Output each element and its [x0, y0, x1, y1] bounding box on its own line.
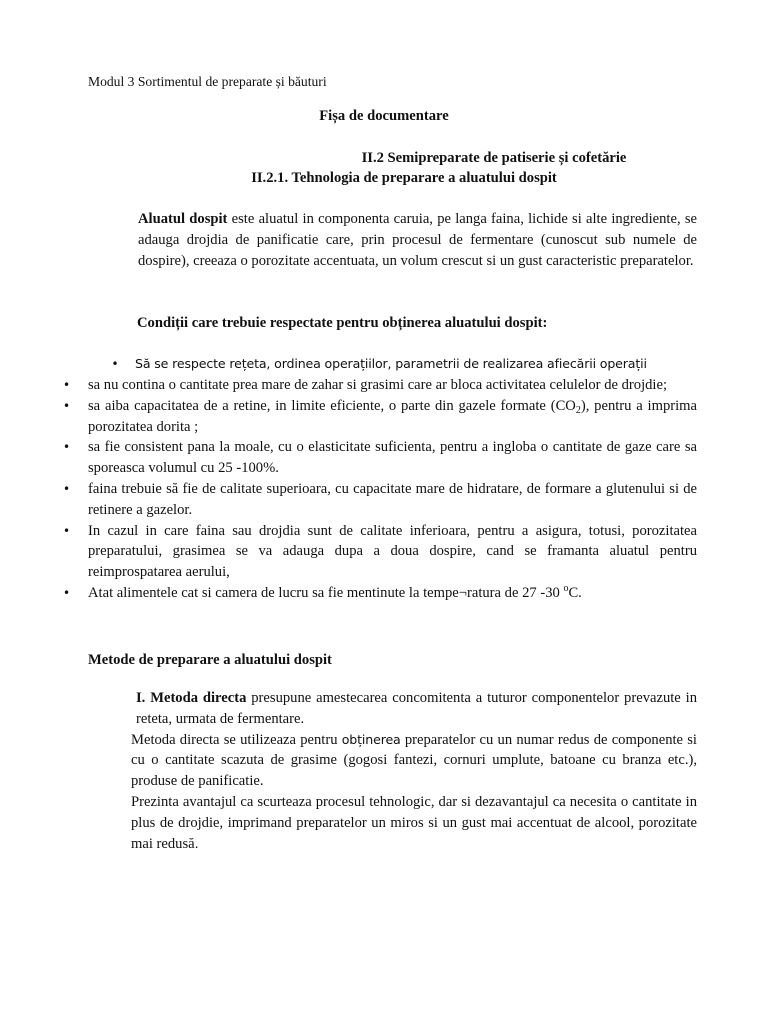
bullet-icon: •	[63, 481, 71, 496]
condition-text: sa aiba capacitatea de a retine, in limite eficiente, o parte din gazele formate (CO	[88, 397, 576, 414]
methods-heading: Metode de preparare a aluatului dospit	[88, 652, 332, 668]
bullet-icon: •	[63, 398, 71, 413]
paragraph-text-sans: .	[194, 835, 199, 851]
condition-item	[63, 396, 697, 438]
condition-item	[63, 375, 697, 396]
bullet-icon: •	[63, 523, 71, 538]
condition-text: In cazul in care faina sau drojdia sunt de calitate inferioara, pentru a asigura, totusi, porozitatea preparatului, grasimea se va adauga dupa a doua dospire, cand se framanta aluatul pentru reimprospatarea aerului,	[88, 522, 697, 581]
conditions-first-list	[111, 354, 705, 375]
conditions-heading: Condiții care trebuie respectate pentru obținerea aluatului dospit:	[137, 315, 548, 331]
section-title: II.2 Semipreparate de patiserie și cofetărie	[361, 150, 627, 166]
paragraph-text: redusă	[156, 835, 195, 852]
document-title: Fișa de documentare	[319, 108, 449, 124]
module-header: Modul 3 Sortimentul de preparate și băuturi	[88, 74, 327, 89]
bullet-icon: •	[63, 378, 71, 392]
methods-body	[88, 688, 697, 854]
degree-superscript: o	[563, 582, 569, 594]
intro-lead: Aluatul dospit	[138, 211, 228, 227]
condition-item	[111, 354, 705, 375]
condition-text: Să se respecte rețeta, ordinea operațiilor, parametrii de realizarea afiecării operații	[135, 356, 647, 371]
bullet-icon: •	[63, 585, 71, 600]
bullet-icon: •	[111, 357, 119, 371]
condition-text-end: ), pentru a imprima porozitatea dorita ;	[88, 397, 697, 435]
paragraph-text: Metoda directa se utilizeaza pentru	[131, 731, 342, 748]
condition-item	[63, 521, 697, 583]
intro-text: este aluatul in componenta caruia, pe langa faina, lichide si alte ingrediente, se adauga drojdia de panificatie care, prin procesul de fermentare (cunoscut sub numele de dospire), creeaza o porozitate accentuata, un volum crescut si un gust caracteristic preparatelor.	[138, 211, 698, 269]
paragraph-text: Prezinta avantajul ca scurteaza procesul tehnologic, dar si dezavantajul ca necesita o cantitate in plus de drojdie, imprimand preparatelor un miros si un gust mai accentuat de alcool, porozitate mai	[131, 793, 697, 852]
condition-text: faina trebuie să fie de calitate superioara, cu capacitate mare de hidratare, de formare a glutenului si de retinere a gazelor.	[88, 480, 697, 518]
method-direct-paragraph	[88, 688, 697, 730]
method-direct-text: presupune amestecarea concomitenta a tuturor componentelor prevazute in reteta, urmata de fermentare.	[136, 690, 697, 727]
paragraph-text-sans: obținerea	[341, 731, 401, 747]
subscript: 2	[575, 404, 581, 416]
bullet-icon: •	[63, 440, 71, 455]
subsection-title: II.2.1. Tehnologia de preparare a aluatului dospit	[251, 170, 557, 186]
method-usage-paragraph	[88, 730, 697, 792]
condition-item	[63, 582, 697, 604]
paragraph-text: preparatelor cu un numar redus de componente si cu o cantitate scazuta de grasime (gogosi fantezi, cornuri umplute, batoane cu branza etc.), produse de panificatie.	[131, 731, 697, 790]
method-direct-lead: I. Metoda directa	[136, 690, 247, 706]
condition-text: sa fie consistent pana la moale, cu o elasticitate suficienta, pentru a ingloba o cantitate de gaze care sa sporeasca volumul cu 25 -100%.	[88, 439, 697, 477]
conditions-list	[63, 375, 697, 604]
intro-paragraph	[88, 209, 697, 271]
condition-text-end: C.	[568, 584, 582, 601]
condition-text: Atat alimentele cat si camera de lucru sa fie mentinute la tempe¬ratura de 27 -30	[88, 584, 564, 601]
condition-text: sa nu contina o cantitate prea mare de zahar si grasimi care ar bloca activitatea celulelor de drojdie;	[88, 377, 668, 393]
method-advantage-paragraph	[88, 792, 697, 854]
condition-item	[63, 479, 697, 521]
condition-item	[63, 437, 697, 479]
